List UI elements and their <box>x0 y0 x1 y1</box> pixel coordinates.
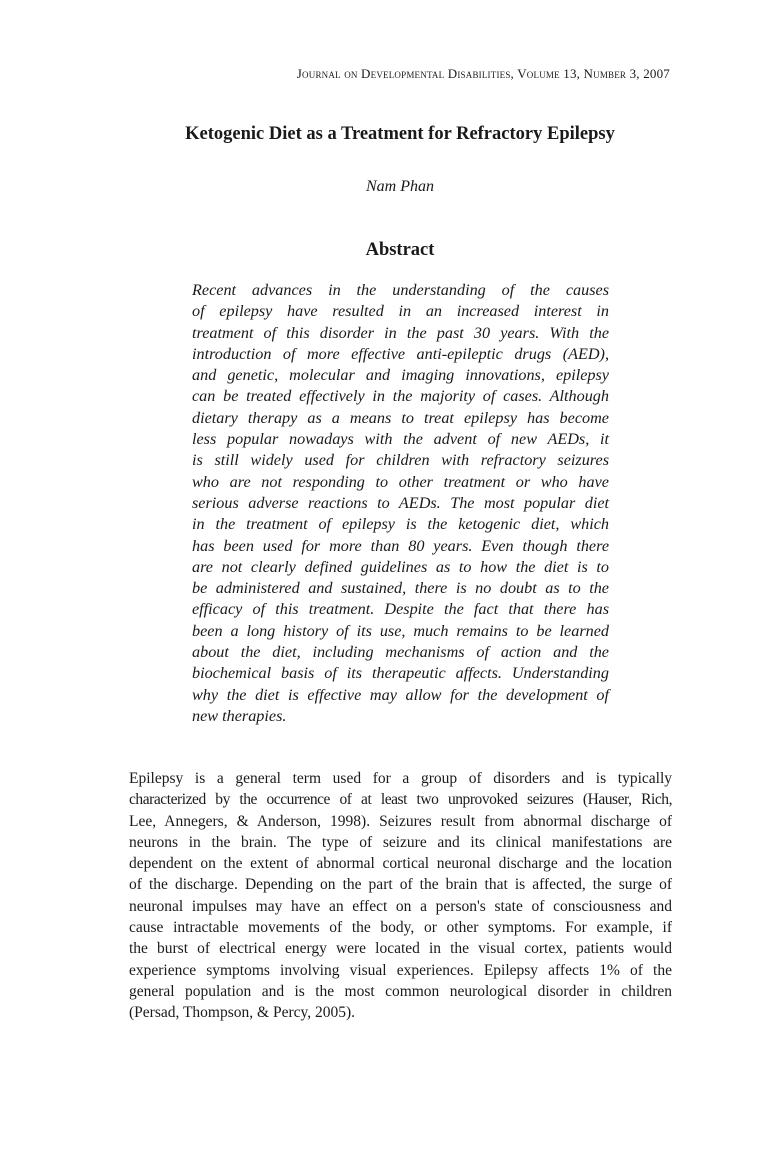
abstract-line: why the diet is effective may allow for the development of <box>192 685 609 704</box>
abstract-line: has been used for more than 80 years. Even though there <box>192 536 609 555</box>
body-line: (Persad, Thompson, & Percy, 2005). <box>129 1004 356 1022</box>
body-line: general population and is the most common neurological disorder in children <box>129 982 672 1000</box>
body-line: cause intractable movements of the body, or other symptoms. For example, if <box>129 919 672 937</box>
body-line: characterized by the occurrence of at least two unprovoked seizures (Hauser, Rich, <box>129 791 672 809</box>
body-paragraph <box>129 768 672 1024</box>
abstract-line: of epilepsy have resulted in an increased interest in <box>192 302 609 321</box>
body-line: neuronal impulses may have an effect on a person's state of consciousness and <box>129 897 672 915</box>
body-line: the burst of electrical energy were located in the visual cortex, patients would <box>129 940 672 958</box>
abstract-heading: Abstract <box>365 240 435 260</box>
abstract-line: who are not responding to other treatment or who have <box>192 472 609 491</box>
body-line: dependent on the extent of abnormal cortical neuronal discharge and the location <box>129 855 672 873</box>
abstract-line: can be treated effectively in the majority of cases. Although <box>192 387 609 406</box>
abstract-line: efficacy of this treatment. Despite the fact that there has <box>192 600 609 619</box>
body-line: neurons in the brain. The type of seizure and its clinical manifestations are <box>129 833 672 851</box>
body-line: Lee, Annegers, & Anderson, 1998). Seizures result from abnormal discharge of <box>129 812 672 830</box>
abstract-line: new therapies. <box>192 706 287 725</box>
abstract-line: are not clearly defined guidelines as to how the diet is to <box>192 557 609 576</box>
abstract-line: be administered and sustained, there is no doubt as to the <box>192 579 609 598</box>
body-line: experience symptoms involving visual experiences. Epilepsy affects 1% of the <box>129 961 672 979</box>
abstract-line: introduction of more effective anti-epileptic drugs (AED), <box>192 344 609 363</box>
abstract-line: serious adverse reactions to AEDs. The most popular diet <box>192 493 609 512</box>
abstract-line: less popular nowadays with the advent of new AEDs, it <box>192 430 609 449</box>
abstract-line: in the treatment of epilepsy is the ketogenic diet, which <box>192 515 609 534</box>
author-name: Nam Phan <box>366 178 434 195</box>
abstract-line: been a long history of its use, much remains to be learned <box>192 621 609 640</box>
abstract-line: treatment of this disorder in the past 30 years. With the <box>192 323 609 342</box>
abstract-line: about the diet, including mechanisms of action and the <box>192 643 609 662</box>
abstract-text <box>192 280 609 727</box>
body-line: of the discharge. Depending on the part of the brain that is affected, the surge of <box>129 876 672 894</box>
running-header: Journal on Developmental Disabilities, Volume 13, Number 3, 2007 <box>296 66 670 81</box>
body-line: Epilepsy is a general term used for a group of disorders and is typically <box>129 770 672 787</box>
article-title: Ketogenic Diet as a Treatment for Refractory Epilepsy <box>185 124 615 144</box>
abstract-line: is still widely used for children with refractory seizures <box>192 451 609 470</box>
abstract-line: dietary therapy as a means to treat epilepsy has become <box>192 408 609 427</box>
abstract-line: and genetic, molecular and imaging innovations, epilepsy <box>192 366 609 385</box>
abstract-line: biochemical basis of its therapeutic affects. Understanding <box>192 664 609 683</box>
abstract-line: Recent advances in the understanding of the causes <box>192 281 609 299</box>
